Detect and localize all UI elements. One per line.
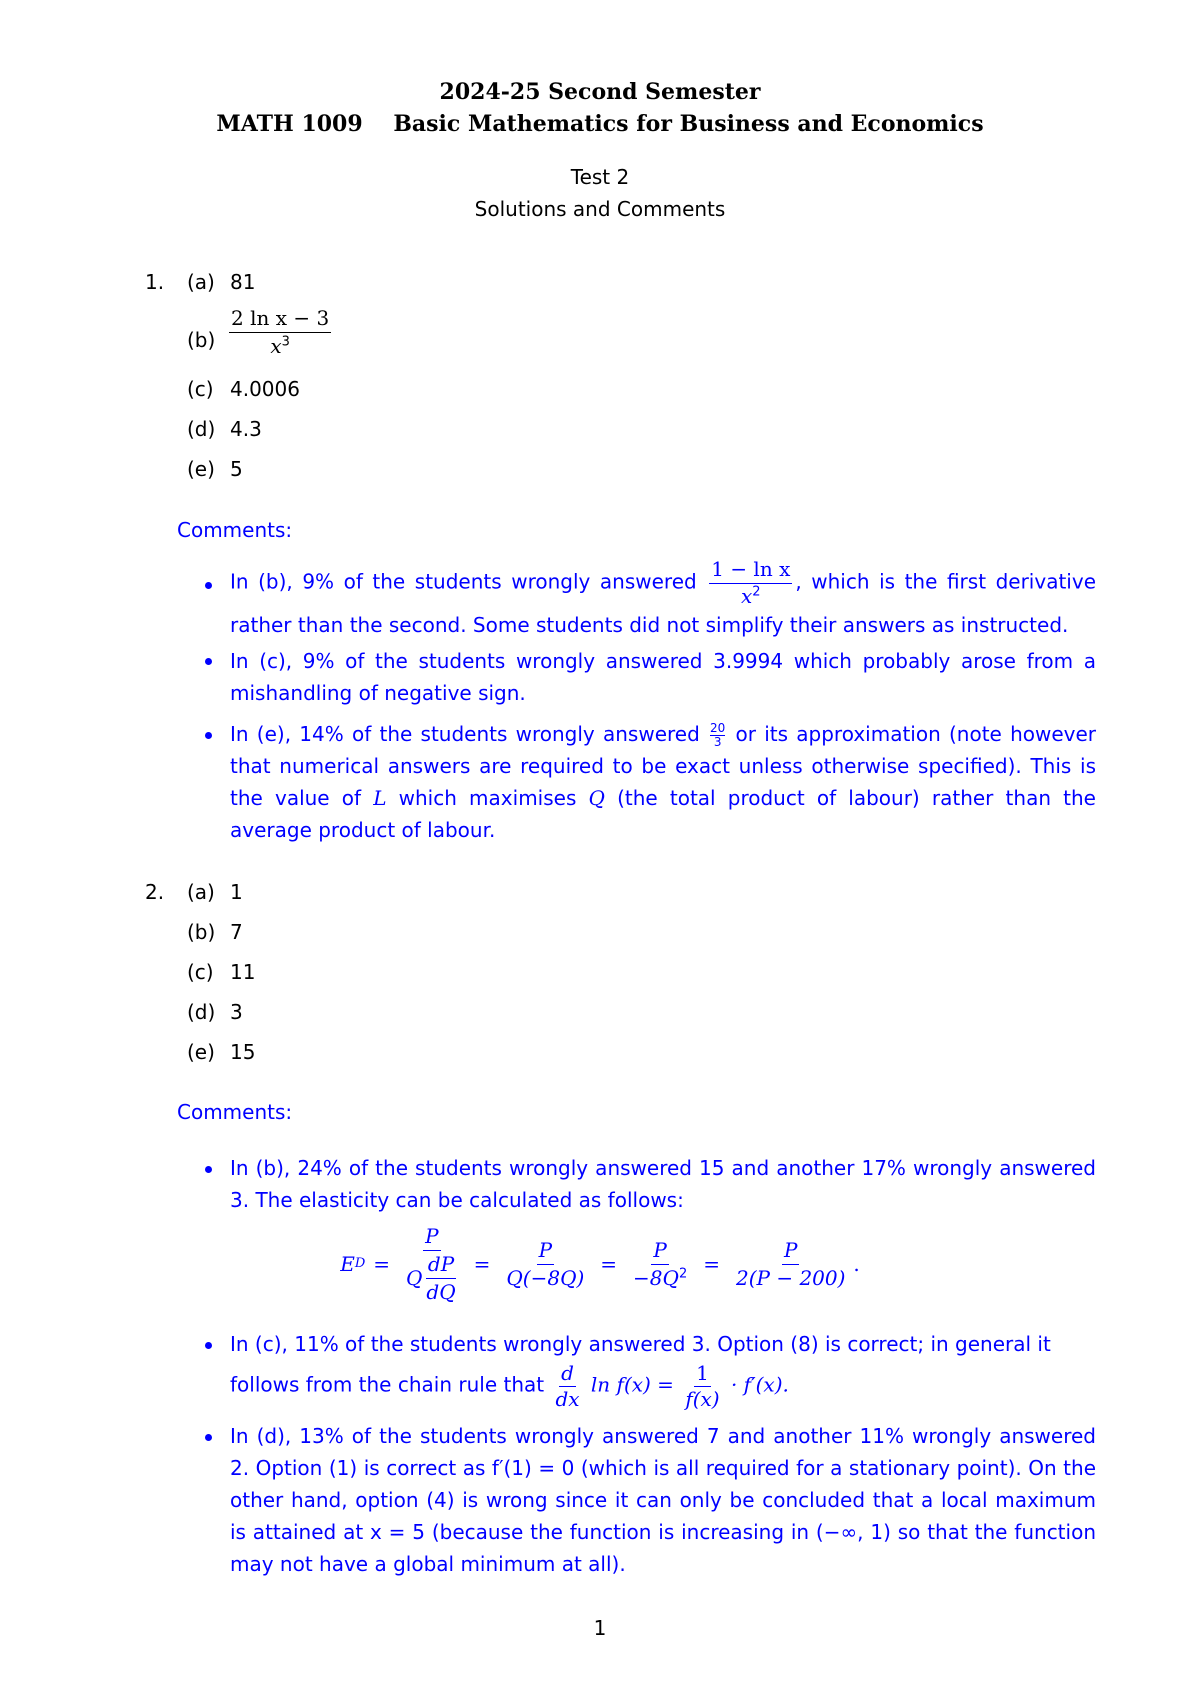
q2-e-label: (e) <box>187 1040 215 1064</box>
q1-comment-3: In (e), 14% of the students wrongly answered $\frac{20}{3}$ or its approximation (note however that numerical answers are required to be exact unless otherwise specified). This is the value of L which maximises Q (the total product of labour) rather than the average product of labour. <box>230 721 1097 842</box>
bullet <box>205 732 212 739</box>
q1-comments-label: Comments: <box>177 518 293 542</box>
q2-b-value: 7 <box>230 920 243 944</box>
q1-c-value: 4.0006 <box>230 377 300 401</box>
q1-comment-2: In (c), 9% of the students wrongly answered 3.9994 which probably arose from a mishandling of negative sign. <box>230 649 1096 705</box>
q2-b-label: (b) <box>187 920 216 944</box>
q2-number: 2. <box>145 880 165 904</box>
q2-comments-label: Comments: <box>177 1100 293 1124</box>
q1-b-label: (b) <box>187 328 216 352</box>
q1-d-value: 4.3 <box>230 417 262 441</box>
q2-a-value: 1 <box>230 880 243 904</box>
q2-d-label: (d) <box>187 1000 216 1024</box>
q1-d-label: (d) <box>187 417 216 441</box>
q1-comment-1: In (b), 9% of the students wrongly answered $\frac{\text{1 − ln x}}{x^2}$ , which is the first derivative rather than the second. Some students did not simplify their answers as instructed. <box>230 557 1096 637</box>
q1-a-value: 81 <box>230 270 256 294</box>
q1-number: 1. <box>145 270 165 294</box>
elasticity-equation: E D = P Q $\frac{dP}{dQ}$ = $\frac{P}{Q(-8Q)}$ = $\frac{P}{-8Q^2}$ = $\frac{P}{2(P - 200)}$ . <box>340 1224 860 1304</box>
bullet <box>205 1434 212 1441</box>
q1-b-numerator: 2 ln x − 3 <box>229 306 331 333</box>
q2-comment-3: In (d), 13% of the students wrongly answered 7 and another 11% wrongly answered 2. Option (1) is correct as f′(1) = 0 (which is all required for a stationary point). On the other hand, option (4) is wrong since it can only be concluded that a local maximum is attained at x = 5 (because the function is increasing in (−∞, 1) so that the function may not have a global minimum at all). <box>230 1424 1096 1576</box>
q2-a-label: (a) <box>187 880 215 904</box>
semester-line: 2024-25 Second Semester <box>439 79 761 105</box>
q1-b-value: $\frac{\text{2 ln x − 3}}{x^3}$ <box>231 306 330 358</box>
page-subtitle: Solutions and Comments <box>474 197 726 221</box>
q1-c-label: (c) <box>187 377 214 401</box>
q2-c-value: 11 <box>230 960 256 984</box>
q2-comment-2: In (c), 11% of the students wrongly answered 3. Option (8) is correct; in general it follows from the chain rule that $\frac{d}{dx}$ ln f(x) = $\frac{1}{f(x)}$ · f′(x). <box>230 1332 1051 1411</box>
bullet <box>205 1166 212 1173</box>
bullet <box>205 1342 212 1349</box>
course-code: MATH 1009 <box>216 111 363 137</box>
page-number: 1 <box>593 1616 607 1640</box>
course-line <box>0 111 1200 137</box>
q1-a-label: (a) <box>187 270 215 294</box>
q2-d-value: 3 <box>230 1000 243 1024</box>
q1-e-label: (e) <box>187 457 215 481</box>
q2-e-value: 15 <box>230 1040 256 1064</box>
q1-e-value: 5 <box>230 457 243 481</box>
q2-c-label: (c) <box>187 960 214 984</box>
test-title: Test 2 <box>570 165 630 189</box>
bullet <box>205 582 212 589</box>
q2-comment-1: In (b), 24% of the students wrongly answered 15 and another 17% wrongly answered 3. The elasticity can be calculated as follows: <box>230 1156 1096 1212</box>
course-title: Basic Mathematics for Business and Economics <box>393 111 984 137</box>
bullet <box>205 658 212 665</box>
